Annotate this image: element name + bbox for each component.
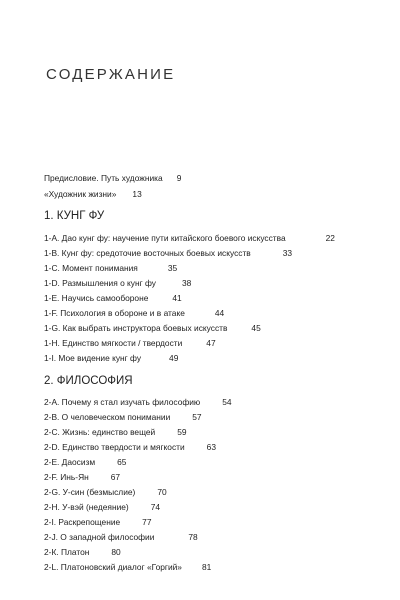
entry-label: 1-Е. Научись самообороне — [44, 293, 149, 303]
entry-page: 77 — [142, 517, 152, 527]
entry-label: 1-Н. Единство мягкости / твердости — [44, 338, 183, 348]
toc-entry — [44, 353, 178, 363]
entry-page: 33 — [282, 248, 293, 258]
entry-page: 70 — [157, 487, 167, 497]
toc-entry — [44, 487, 167, 497]
toc-entry — [44, 517, 152, 527]
toc-entry — [44, 502, 160, 512]
entry-label: 2-Н. У-вэй (недеяние) — [44, 502, 129, 512]
section-heading-philosophy: 2. ФИЛОСОФИЯ — [44, 375, 133, 387]
entry-page: 35 — [167, 263, 178, 273]
toc-entry — [44, 532, 198, 542]
page-title: СОДЕРЖАНИЕ — [46, 66, 176, 83]
entry-page: 63 — [206, 442, 216, 452]
entry-label: 2-Е. Даосизм — [44, 457, 96, 467]
entry-page: 59 — [177, 427, 187, 437]
entry-page: 67 — [110, 472, 121, 482]
toc-entry — [44, 442, 216, 452]
toc-entry — [44, 278, 191, 288]
entry-label: 1-В. Кунг фу: средоточие восточных боевых искусств — [44, 248, 251, 258]
entry-label: 2-А. Почему я стал изучать философию — [44, 397, 201, 407]
toc-entry — [44, 263, 177, 273]
entry-label: 2-L. Платоновский диалог «Горгий» — [44, 562, 182, 572]
toc-entry — [44, 397, 232, 407]
entry-page: 78 — [188, 532, 198, 542]
entry-label: 2-В. О человеческом понимании — [44, 412, 171, 422]
entry-page: 54 — [222, 397, 232, 407]
entry-label: Предисловие. Путь художника — [44, 173, 163, 183]
entry-page: 65 — [117, 457, 127, 467]
entry-label: 1-G. Как выбрать инструктора боевых искусств — [44, 323, 228, 333]
entry-label: 1-F. Психология в обороне и в атаке — [44, 308, 185, 318]
entry-page: 44 — [214, 308, 225, 318]
entry-page: 45 — [251, 323, 261, 333]
entry-label: 1-А. Дао кунг фу: научение пути китайского боевого искусства — [44, 233, 286, 243]
entry-page: 13 — [132, 189, 142, 199]
toc-entry — [44, 427, 187, 437]
entry-label: 2-К. Платон — [44, 547, 90, 557]
toc-entry — [44, 412, 202, 422]
toc-entry — [44, 338, 216, 348]
toc-entry — [44, 293, 182, 303]
toc-entry — [44, 562, 211, 572]
section-heading-kung-fu: 1. КУНГ ФУ — [44, 210, 105, 222]
entry-page: 57 — [192, 412, 202, 422]
entry-page: 22 — [325, 233, 335, 243]
entry-page: 74 — [150, 502, 161, 512]
entry-label: 2-D. Единство твердости и мягкости — [44, 442, 185, 452]
entry-page: 41 — [172, 293, 182, 303]
toc-entry — [44, 323, 261, 333]
toc-entry — [44, 248, 292, 258]
entry-page: 9 — [176, 173, 182, 183]
toc-entry — [44, 547, 121, 557]
entry-page: 38 — [182, 278, 192, 288]
entry-label: «Художник жизни» — [44, 189, 117, 199]
entry-label: 2-F. Инь-Ян — [44, 472, 89, 482]
entry-label: 2-С. Жизнь: единство вещей — [44, 427, 156, 437]
toc-entry — [44, 457, 126, 467]
toc-entry — [44, 233, 335, 243]
toc-entry — [44, 173, 181, 183]
toc-entry — [44, 308, 224, 318]
entry-page: 47 — [206, 338, 216, 348]
entry-page: 80 — [111, 547, 121, 557]
toc-entry — [44, 472, 120, 482]
entry-label: 2-G. У-син (безмыслие) — [44, 487, 136, 497]
entry-label: 1-D. Размышления о кунг фу — [44, 278, 156, 288]
entry-page: 49 — [169, 353, 179, 363]
toc-entry — [44, 189, 142, 199]
entry-label: 2-J. О западной философии — [44, 532, 155, 542]
entry-label: 1-I. Мое видение кунг фу — [44, 353, 142, 363]
entry-label: 1-С. Момент понимания — [44, 263, 138, 273]
entry-label: 2-I. Раскрепощение — [44, 517, 121, 527]
entry-page: 81 — [201, 562, 212, 572]
